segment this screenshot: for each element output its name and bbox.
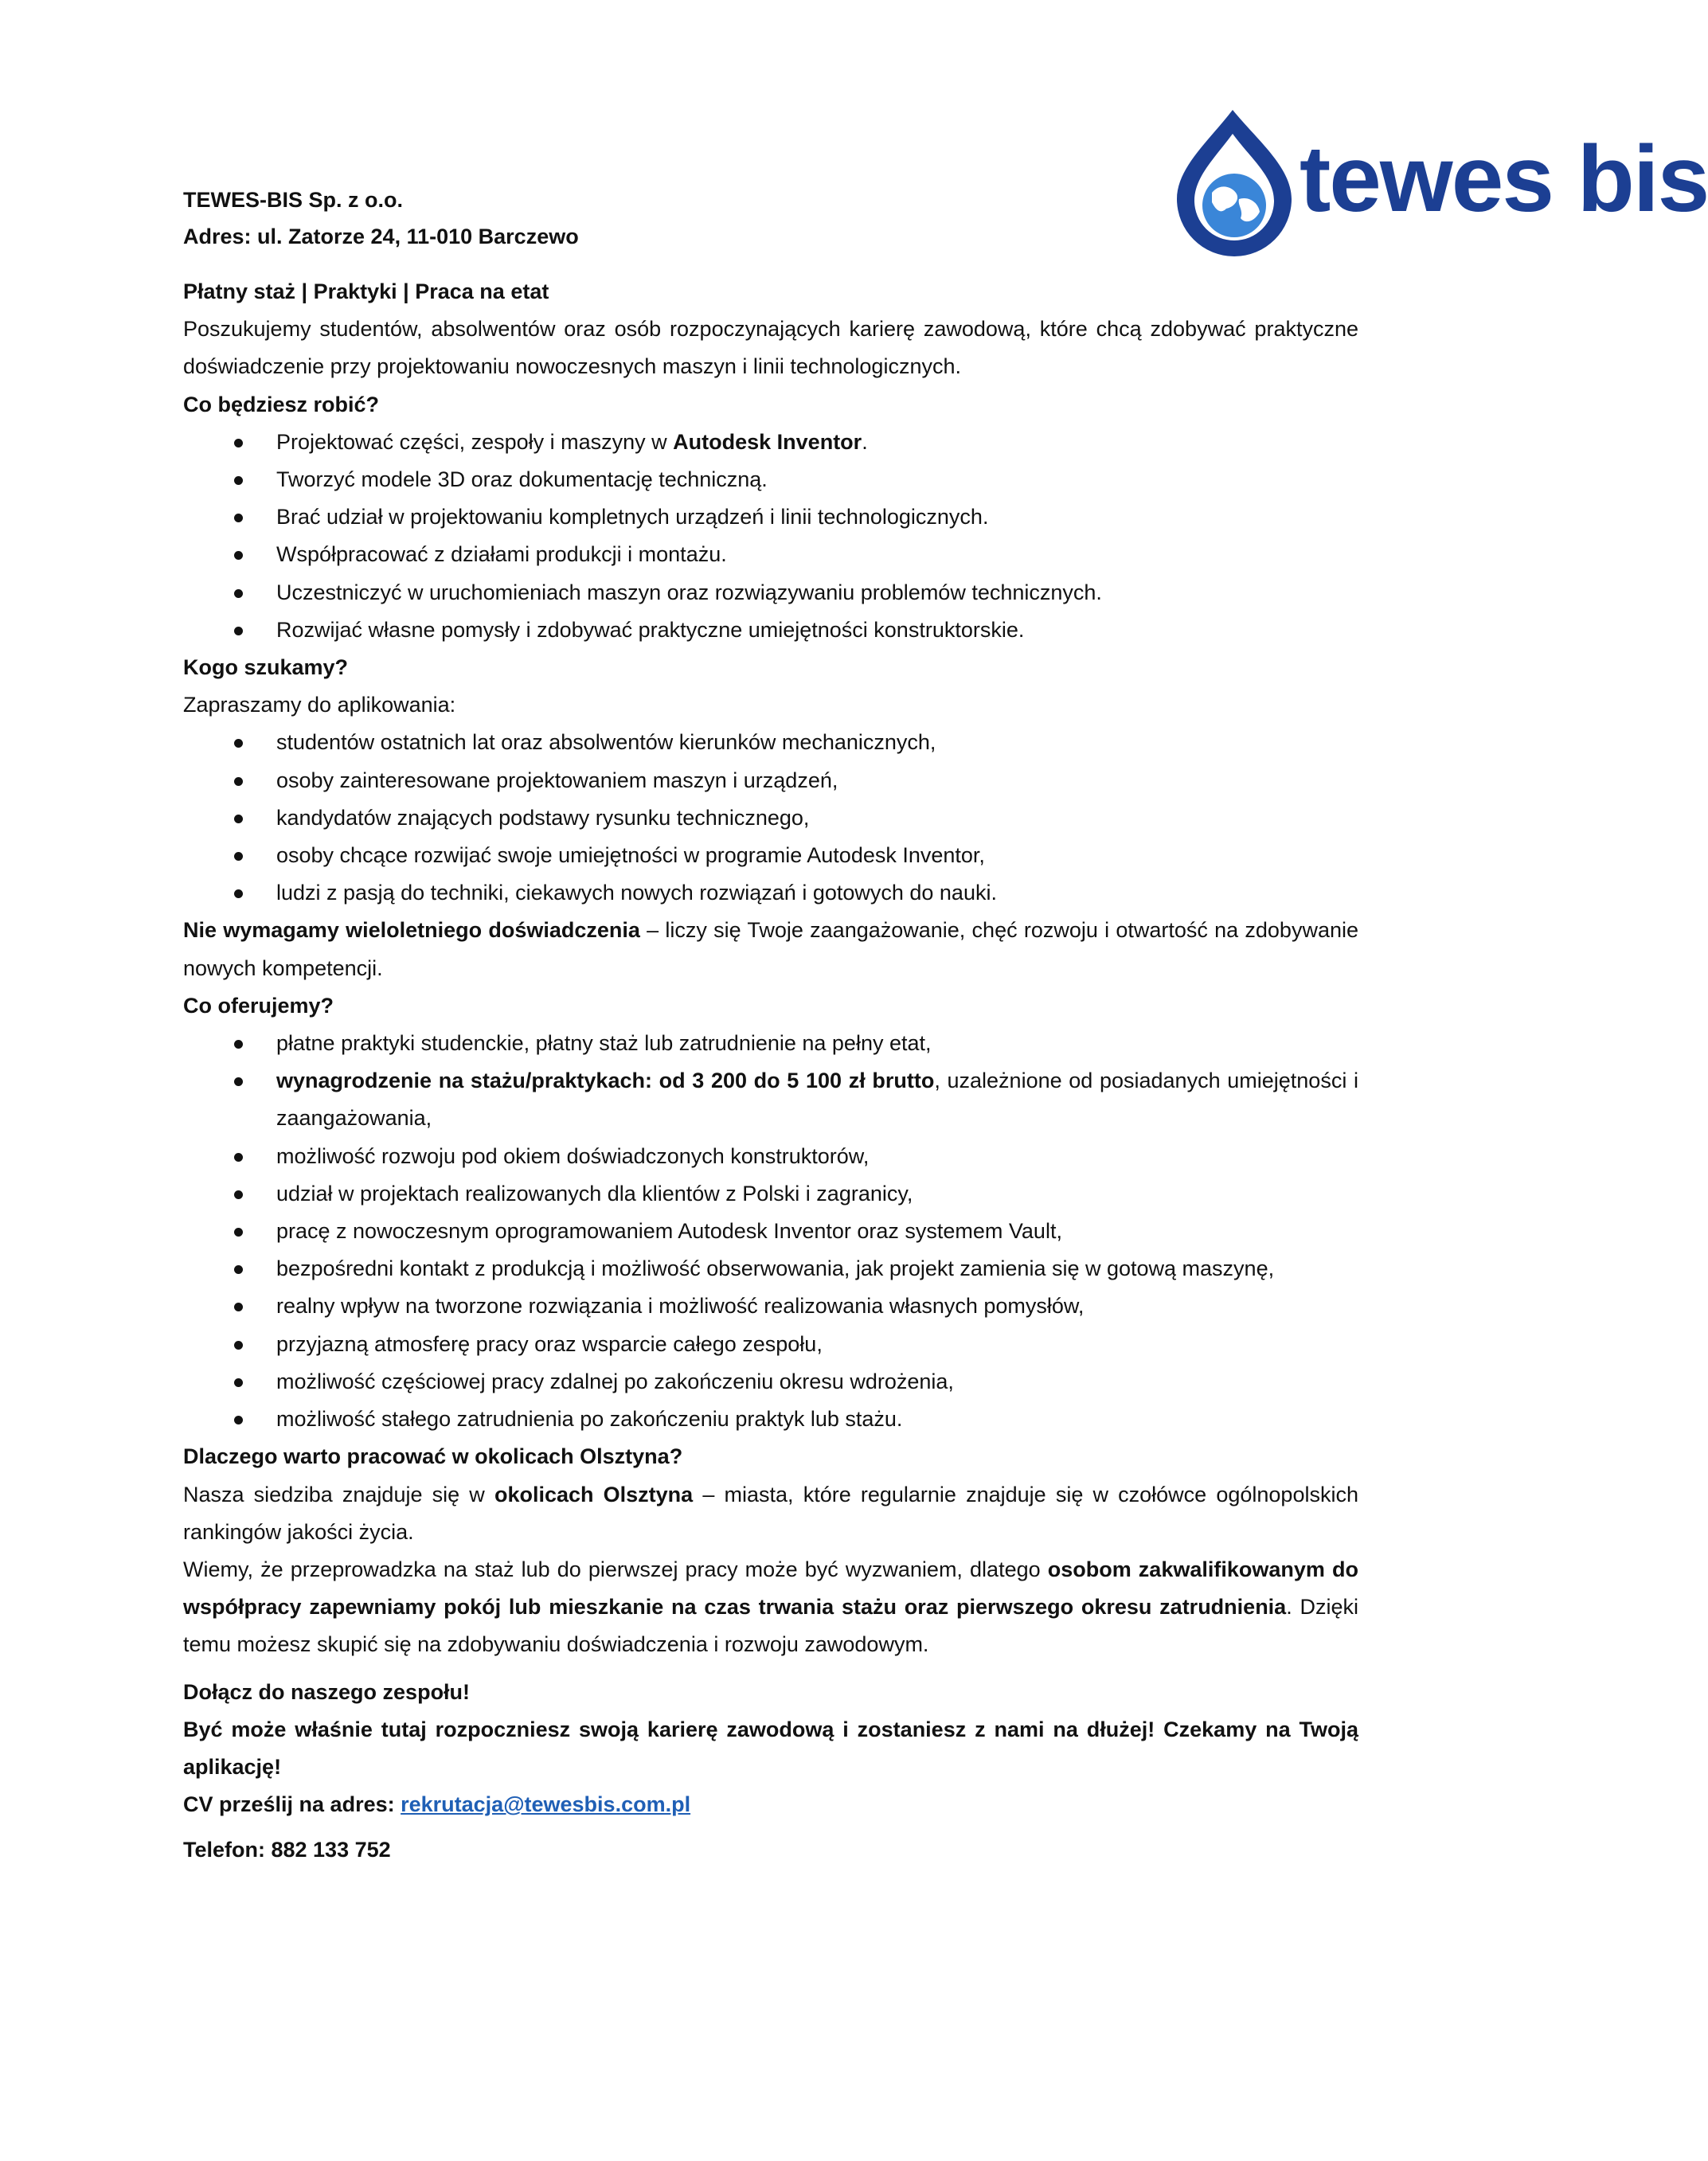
list-item: pracę z nowoczesnym oprogramowaniem Autodesk Inventor oraz systemem Vault, bbox=[183, 1213, 1358, 1250]
seeking-lead: Zapraszamy do aplikowania: bbox=[183, 693, 456, 717]
list-item: Tworzyć modele 3D oraz dokumentację techniczną. bbox=[183, 461, 1358, 498]
seeking-heading: Kogo szukamy? bbox=[183, 655, 349, 680]
list-item: osoby chcące rozwijać swoje umiejętności w programie Autodesk Inventor, bbox=[183, 837, 1358, 874]
experience-note: Nie wymagamy wieloletniego doświadczenia – liczy się Twoje zaangażowanie, chęć rozwoju i otwartość na zdobywanie nowych kompetencji. bbox=[183, 918, 1358, 980]
company-logo bbox=[1163, 104, 1708, 263]
list-item: ludzi z pasją do techniki, ciekawych nowych rozwiązań i gotowych do nauki. bbox=[183, 874, 1358, 912]
cv-line: CV prześlij na adres: rekrutacja@tewesbis.com.pl bbox=[183, 1792, 691, 1817]
list-item: płatne praktyki studenckie, płatny staż lub zatrudnienie na pełny etat, bbox=[183, 1025, 1358, 1062]
list-item: możliwość rozwoju pod okiem doświadczonych konstruktorów, bbox=[183, 1138, 1358, 1175]
list-item: bezpośredni kontakt z produkcją i możliwość obserwowania, jak projekt zamienia się w gotową maszynę, bbox=[183, 1250, 1358, 1288]
posting-content bbox=[183, 273, 1358, 1870]
list-item: wynagrodzenie na stażu/praktykach: od 3 200 do 5 100 zł brutto, uzależnione od posiadanych umiejętności i zaangażowania, bbox=[183, 1062, 1358, 1137]
intro-heading: Płatny staż | Praktyki | Praca na etat bbox=[183, 279, 549, 303]
closing-message: Być może właśnie tutaj rozpoczniesz swoją karierę zawodową i zostaniesz z nami na dłużej! Czekamy na Twoją aplikację! bbox=[183, 1717, 1358, 1779]
bullet-icon bbox=[234, 1341, 243, 1350]
globe-drop-icon bbox=[1163, 104, 1306, 263]
bullet-icon bbox=[234, 589, 243, 598]
company-block bbox=[183, 182, 579, 255]
intro-text: Poszukujemy studentów, absolwentów oraz osób rozpoczynających karierę zawodową, które chcą zdobywać praktyczne doświadczenie przy projektowaniu nowoczesnych maszyn i linii technologicznych. bbox=[183, 317, 1358, 379]
list-item: studentów ostatnich lat oraz absolwentów kierunków mechanicznych, bbox=[183, 724, 1358, 761]
bullet-icon bbox=[234, 1378, 243, 1387]
bullet-icon bbox=[234, 514, 243, 522]
bullet-icon bbox=[234, 1040, 243, 1049]
bullet-icon bbox=[234, 476, 243, 485]
tasks-list bbox=[183, 424, 1358, 649]
list-item: Uczestniczyć w uruchomieniach maszyn oraz rozwiązywaniu problemów technicznych. bbox=[183, 574, 1358, 612]
bullet-icon bbox=[234, 739, 243, 748]
seeking-list bbox=[183, 724, 1358, 912]
list-item: Rozwijać własne pomysły i zdobywać praktyczne umiejętności konstruktorskie. bbox=[183, 612, 1358, 649]
bullet-icon bbox=[234, 439, 243, 447]
list-item: możliwość częściowej pracy zdalnej po zakończeniu okresu wdrożenia, bbox=[183, 1363, 1358, 1401]
bullet-icon bbox=[234, 1190, 243, 1199]
offer-heading: Co oferujemy? bbox=[183, 993, 334, 1018]
location-paragraph-2: Wiemy, że przeprowadzka na staż lub do pierwszej pracy może być wyzwaniem, dlatego osobom zakwalifikowanym do współpracy zapewniamy pokój lub mieszkanie na czas trwania stażu oraz pierwszego okresu zatrudnienia. Dzięki temu możesz skupić się na zdobywaniu doświadczenia i rozwoju zawodowym. bbox=[183, 1557, 1358, 1657]
bullet-icon bbox=[234, 815, 243, 823]
bullet-icon bbox=[234, 1265, 243, 1274]
location-heading: Dlaczego warto pracować w okolicach Olsztyna? bbox=[183, 1444, 683, 1469]
list-item: realny wpływ na tworzone rozwiązania i możliwość realizowania własnych pomysłów, bbox=[183, 1288, 1358, 1325]
company-name: TEWES-BIS Sp. z o.o. bbox=[183, 188, 403, 212]
offer-list bbox=[183, 1025, 1358, 1438]
list-item: możliwość stałego zatrudnienia po zakończeniu praktyk lub stażu. bbox=[183, 1401, 1358, 1438]
bullet-icon bbox=[234, 889, 243, 898]
tasks-heading: Co będziesz robić? bbox=[183, 392, 380, 416]
bullet-icon bbox=[234, 1416, 243, 1424]
join-heading: Dołącz do naszego zespołu! bbox=[183, 1679, 471, 1704]
list-item: osoby zainteresowane projektowaniem maszyn i urządzeń, bbox=[183, 762, 1358, 799]
email-link[interactable]: rekrutacja@tewesbis.com.pl bbox=[401, 1792, 691, 1817]
company-address: Adres: ul. Zatorze 24, 11-010 Barczewo bbox=[183, 225, 579, 248]
logo-wordmark: tewes bis bbox=[1300, 127, 1708, 232]
bullet-icon bbox=[234, 852, 243, 861]
bullet-icon bbox=[234, 1303, 243, 1311]
bullet-icon bbox=[234, 777, 243, 786]
bullet-icon bbox=[234, 1077, 243, 1086]
bullet-icon bbox=[234, 551, 243, 560]
bullet-icon bbox=[234, 1228, 243, 1237]
list-item: udział w projektach realizowanych dla klientów z Polski i zagranicy, bbox=[183, 1175, 1358, 1213]
bullet-icon bbox=[234, 1153, 243, 1162]
bullet-icon bbox=[234, 627, 243, 635]
list-item: Współpracować z działami produkcji i montażu. bbox=[183, 536, 1358, 573]
list-item: kandydatów znających podstawy rysunku technicznego, bbox=[183, 799, 1358, 837]
list-item: Projektować części, zespoły i maszyny w Autodesk Inventor. bbox=[183, 424, 1358, 461]
spacer bbox=[183, 1664, 1358, 1674]
list-item: Brać udział w projektowaniu kompletnych urządzeń i linii technologicznych. bbox=[183, 498, 1358, 536]
phone-line: Telefon: 882 133 752 bbox=[183, 1838, 391, 1862]
list-item: przyjazną atmosferę pracy oraz wsparcie całego zespołu, bbox=[183, 1326, 1358, 1363]
spacer bbox=[183, 1823, 1358, 1831]
location-paragraph-1: Nasza siedziba znajduje się w okolicach Olsztyna – miasta, które regularnie znajduje się w czołówce ogólnopolskich rankingów jakości życia. bbox=[183, 1482, 1358, 1544]
